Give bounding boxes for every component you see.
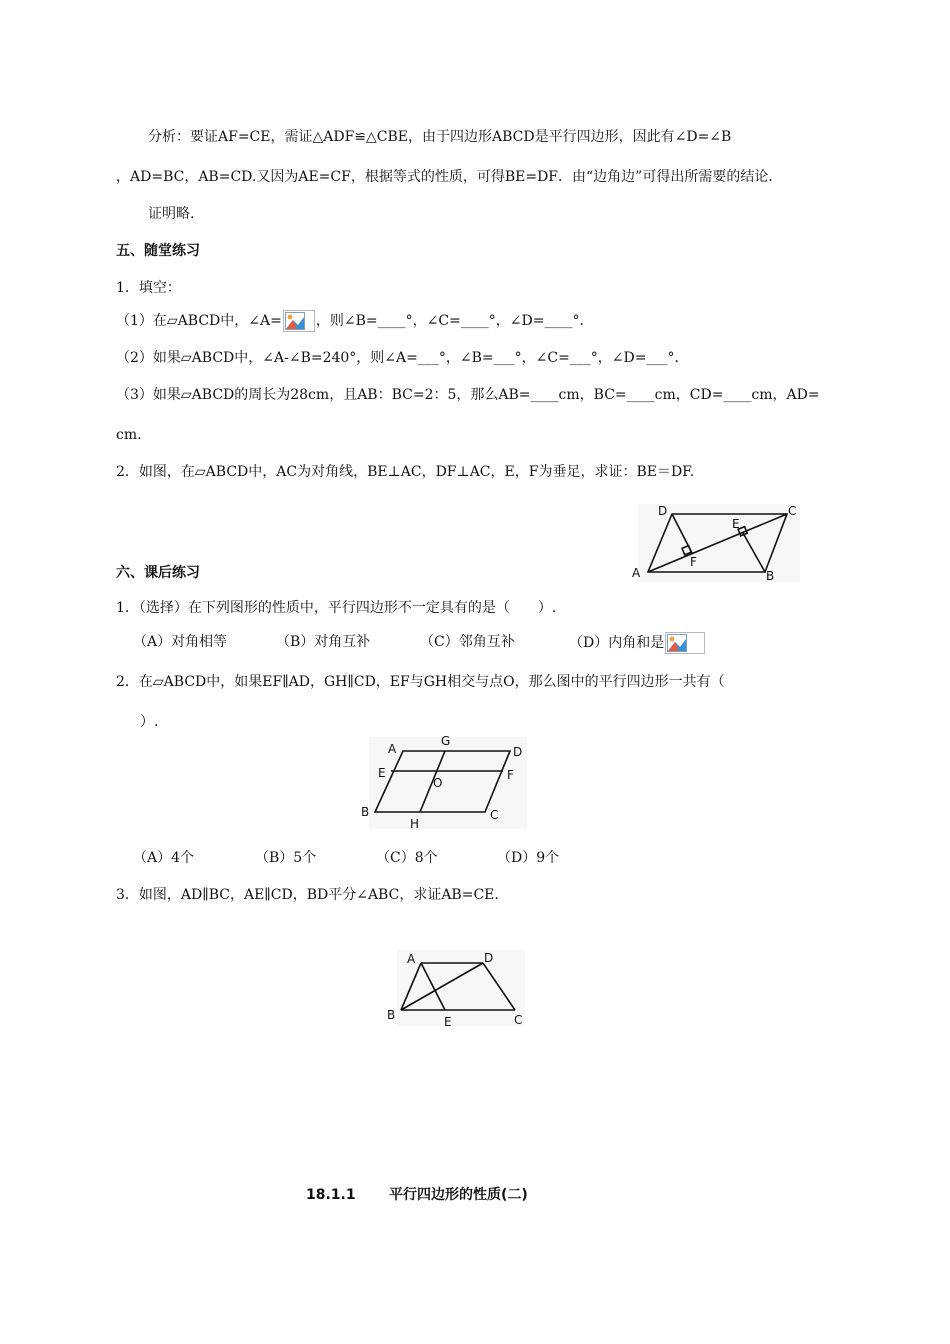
fig2-label-d: D: [513, 745, 523, 759]
fig2-label-b: B: [361, 805, 370, 819]
footer-section-number: 18.1.1: [306, 1187, 356, 1203]
s5-q1-1-after: ，则∠B=____°，∠C=____°，∠D=____°．: [315, 313, 594, 329]
fig3-label-a: A: [407, 952, 416, 966]
fig1-label-b: B: [766, 569, 775, 583]
figure-trapezoid-abcd: [383, 948, 528, 1028]
fig1-label-d: D: [658, 504, 668, 518]
fig1-label-e: E: [732, 517, 740, 531]
fig2-label-h: H: [410, 817, 420, 831]
s5-q1-3a: （3）如果▱ABCD的周长为28cm，且AB：BC=2：5，那么AB=____cm，BC=____cm，CD=____cm，AD=: [116, 387, 820, 403]
s6-q3: 3．如图，AD∥BC，AE∥CD，BD平分∠ABC，求证AB=CE.: [116, 887, 499, 903]
fig3-label-e: E: [444, 1015, 452, 1028]
s6-q2-opt-a: （A）4个: [133, 850, 195, 866]
s6-q1-opt-b: （B）对角互补: [276, 634, 371, 650]
fig2-label-g: G: [441, 734, 451, 748]
s5-q1-2: （2）如果▱ABCD中，∠A-∠B=240°，则∠A=___°，∠B=___°，∠C=___°，∠D=___°．: [116, 350, 689, 366]
fig1-label-c: C: [788, 504, 797, 518]
s5-q1-1-before: （1）在▱ABCD中，∠A=: [116, 313, 282, 329]
analysis-line-1: 分析：要证AF=CE，需证△ADF≌△CBE，由于四边形ABCD是平行四边形，因此有∠D=∠B: [148, 129, 732, 145]
s6-q2b: ）.: [140, 714, 159, 730]
fig2-label-a: A: [388, 742, 397, 756]
s6-q2-opt-d: （D）9个: [497, 850, 560, 866]
section-5-heading: 五、随堂练习: [116, 243, 200, 259]
s6-q1-opt-a: （A）对角相等: [133, 634, 228, 650]
figure-parallelogram-abcd-diagonal: [630, 500, 805, 585]
s6-q1-opt-c: （C）邻角互补: [420, 634, 515, 650]
fig3-label-c: C: [514, 1013, 523, 1027]
s6-q2-opt-c: （C）8个: [376, 850, 438, 866]
fig2-label-c: C: [490, 808, 499, 822]
analysis-line-3: 证明略.: [148, 206, 195, 222]
fig1-label-a: A: [632, 566, 641, 580]
s5-q1-3b: cm.: [116, 427, 142, 443]
broken-image-icon: [283, 310, 315, 332]
s5-q1-1: [116, 310, 593, 332]
fig3-label-b: B: [387, 1008, 396, 1022]
fig2-label-e: E: [378, 766, 386, 780]
s6-q1: 1．（选择）在下列图形的性质中，平行四边形不一定具有的是（ ）.: [116, 600, 557, 616]
s6-q2-opt-b: （B）5个: [255, 850, 317, 866]
s6-q1-opt-d-text: （D）内角和是: [569, 635, 665, 651]
analysis-line-2: ，AD=BC，AB=CD.又因为AE=CF，根据等式的性质，可得BE=DF．由“边角边”可得出所需要的结论．: [116, 169, 783, 185]
broken-image-icon: [665, 632, 705, 654]
section-6-heading: 六、课后练习: [116, 565, 200, 581]
footer-title: 平行四边形的性质(二): [389, 1187, 528, 1203]
s5-q2: 2．如图，在▱ABCD中，AC为对角线，BE⊥AC，DF⊥AC，E，F为垂足，求证：BE＝DF.: [116, 464, 695, 480]
fig3-label-d: D: [484, 951, 494, 965]
fig2-label-f: F: [507, 768, 514, 782]
s6-q1-opt-d: [569, 632, 706, 654]
s5-q1-title: 1．填空：: [116, 280, 181, 296]
fig1-label-f: F: [690, 555, 697, 569]
s6-q2a: 2．在▱ABCD中，如果EF∥AD，GH∥CD，EF与GH相交与点O，那么图中的平行四边形一共有（: [116, 674, 725, 690]
figure-parallelogram-efgh-grid: [355, 733, 530, 833]
fig2-label-o: O: [433, 776, 443, 790]
